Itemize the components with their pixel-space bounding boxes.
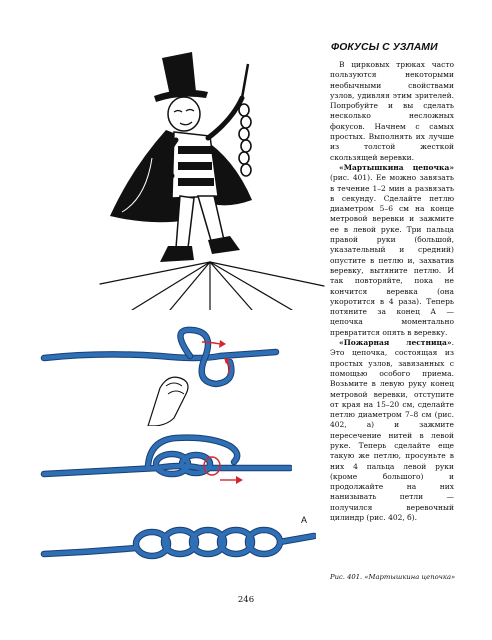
magician-illustration xyxy=(92,48,328,310)
monkey-chain-paragraph xyxy=(330,163,454,338)
body-text-column xyxy=(330,60,454,523)
knot-figure-step-2 xyxy=(40,428,292,490)
intro-paragraph xyxy=(330,60,454,163)
monkey-chain-text: (рис. 401). Ее можно завязать в течение 1–2 мин а развязать в секунду. Сделайте петлю диаметром 5–6 см на конце метровой веревки и зажмите ее в левой руке. Три пальца правой руки (большой, указательный и средний) опустите в петлю и, захватив веревку, вытяните петлю. И так повторяйте, пока не кончится веревка (она укоротится в 4 раза). Теперь потяните за конец А — цепочка моментально превратится опять в веревку. xyxy=(330,173,454,337)
figure-caption: Рис. 401. «Мартышкина цепочка» xyxy=(330,573,456,581)
fire-ladder-paragraph xyxy=(330,338,454,523)
fire-ladder-text: . Это цепочка, состоящая из простых узлов, завязанных с помощью особого приема. Возьмите в левую руку конец метровой веревки, отступите от края на 15–20 см, сделайте петлю диаметром 7–8 см (рис. 402, а) и зажмите пересечение нитей в левой руке. Теперь сделайте еще такую же петлю, просуньте в них 4 пальца левой руки (кроме большого) и продолжайте на них нанизывать петли — получился веревочный цилиндр (рис. 402, б). xyxy=(330,338,454,523)
monkey-chain-title: «Мартышкина цепочка» xyxy=(339,162,454,172)
knot-figure-step-3 xyxy=(40,510,316,576)
figure-label-a: А xyxy=(301,515,308,525)
knot-figure-step-1 xyxy=(40,322,292,426)
fire-ladder-title: «Пожарная лестница» xyxy=(339,338,452,348)
page-number: 246 xyxy=(237,595,255,605)
section-heading: ФОКУСЫ С УЗЛАМИ xyxy=(331,42,438,53)
intro-paragraph-text: В цирковых трюках часто пользуются некоторыми необычными свойствами узлов, удивляя этим зрителей. Попробуйте и вы сделать несколько несложных фокусов. Начнем с самых простых. Выполнять их лучше из толстой жесткой скользящей веревки. xyxy=(330,60,454,162)
